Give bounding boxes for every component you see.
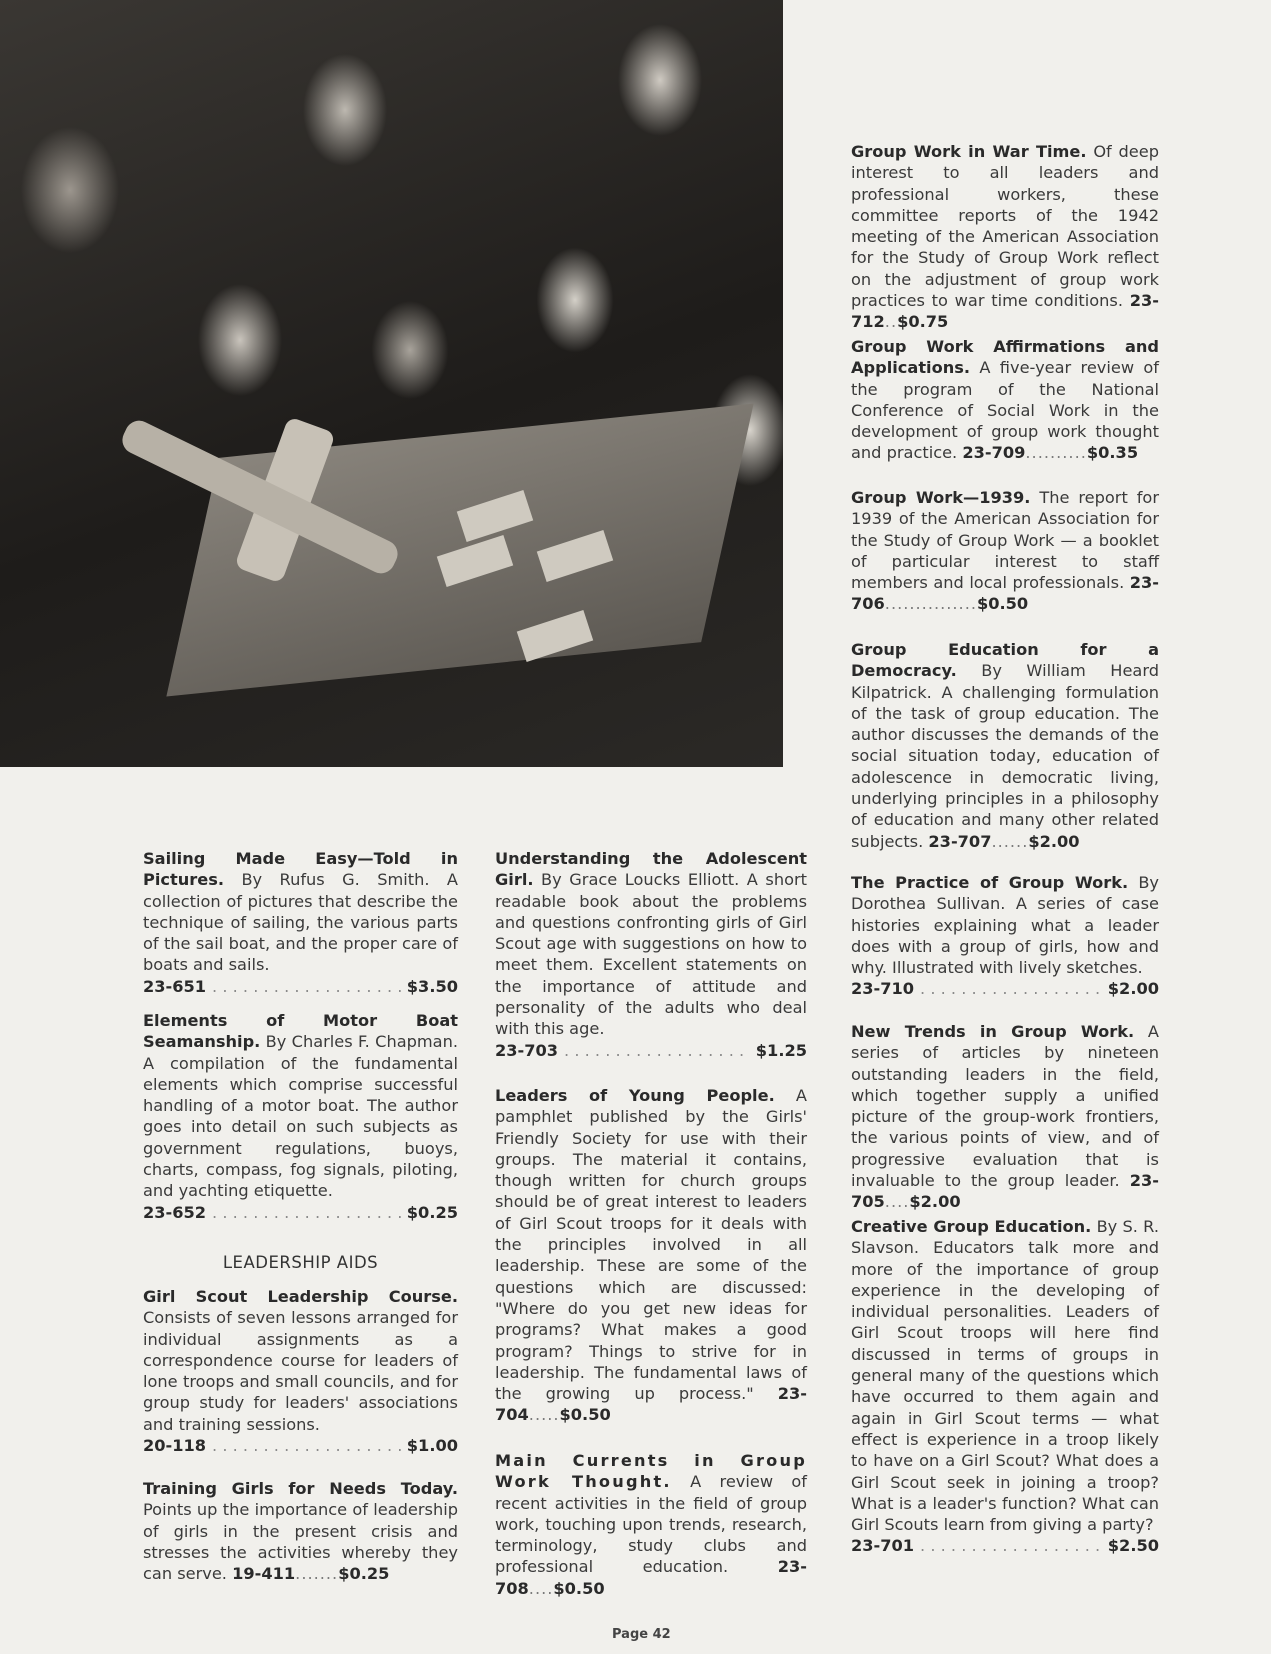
entry-code: 23-704 [495,1384,807,1425]
catalog-entry [495,1085,807,1426]
entry-body: A five-year review of the program of the National Conference of Social Work in the development of group work thought and practice. [851,358,1159,463]
entry-title: The Practice of Group Work. [851,873,1129,892]
entry-body: Of deep interest to all leaders and professional workers, these committee reports of the 1942 meeting of the American Association for the Study of Group Work reflect on the adjustment of group work practices to war time conditions. [851,142,1159,311]
photograph [0,0,783,767]
entry-code: 20-118 [143,1436,207,1456]
entry-title: Group Education for a Democracy. [851,640,1159,681]
entry-dots: ....... [295,1564,339,1584]
entry-body: The report for 1939 of the American Association for the Study of Group Work — a booklet of particular interest to staff members and local professionals. [851,488,1159,593]
catalog-entry [851,872,1159,1000]
catalog-entry [143,1010,458,1223]
entry-price: $0.50 [976,594,1029,614]
entry-dots: .......... [1025,443,1087,463]
entry-price-line [143,1435,458,1456]
entry-dots: .. [884,312,898,332]
entry-price-line [495,1040,807,1061]
entry-body: By Dorothea Sullivan. A series of case histories explaining what a leader does with a group of girls, how and why. Illustrated with lively sketches. [851,873,1159,978]
entry-code: 23-712 [851,291,1159,332]
entry-price: $0.75 [897,312,949,332]
entry-leader-dots [564,1040,750,1061]
entry-leader-dots [920,1535,1102,1556]
entry-dots: .... [528,1578,554,1598]
entry-price: $2.50 [1107,1536,1159,1556]
entry-price: $3.50 [406,976,458,996]
entry-price-line [851,978,1159,999]
entry-price: $0.25 [338,1564,390,1584]
entry-title: Group Work Affirmations and Applications. [851,337,1159,378]
entry-code: 23-705 [851,1171,1160,1212]
entry-price-line [143,976,458,997]
catalog-entry [495,1450,807,1599]
entry-price: $0.50 [559,1405,611,1425]
entry-price: $2.00 [1028,831,1080,851]
entry-leader-dots [920,978,1102,999]
entry-title: Sailing Made Easy—Told in Pictures. [143,849,458,890]
entry-body: By Charles F. Chapman. A compilation of the fundamental elements which comprise successful handling of a motor boat. The author goes into detail on such subjects as government regulations, buoys, charts, compass, fog signals, piloting, and yachting etiquette. [143,1032,458,1201]
entry-title: Group Work—1939. [851,488,1031,507]
entry-code: 23-710 [851,979,915,999]
entry-body: Points up the importance of leadership of girls in the present crisis and stresses the activities whereby they can serve. [143,1500,458,1584]
catalog-entry [851,1216,1159,1557]
catalog-entry [143,848,458,997]
entry-leader-dots [212,1435,401,1456]
entry-code: 23-708 [495,1557,807,1598]
entry-body: A pamphlet published by the Girls' Friendly Society for use with their groups. The material it contains, though written for church groups should be of great interest to leaders of Girl Scout troops for it deals with the principles involved in all leadership. These are some of the questions which are discussed: "Where do you get new ideas for programs? What makes a good program? Things to strive for in leadership. The fundamental laws of the growing up process." [495,1086,807,1404]
entry-body: A series of articles by nineteen outstanding leaders in the field, which together supply a unified picture of the group-work frontiers, the various points of view, and of progressive evaluation that is invaluable to the group leader. [851,1022,1159,1191]
entry-price-line [851,1535,1159,1556]
catalog-entry [851,1021,1159,1213]
entry-price: $0.25 [406,1202,458,1222]
entry-price: $2.00 [1107,979,1159,999]
entry-price: $1.00 [406,1436,458,1456]
entry-code: 23-651 [143,976,207,996]
entry-code: 23-701 [851,1536,915,1556]
entry-body: By Grace Loucks Elliott. A short readable book about the problems and questions confronting girls of Girl Scout age with suggestions on how to meet them. Excellent statements on the importance of attitude and personality of the adults who deal with this age. [495,870,807,1039]
entry-price: $1.25 [755,1040,807,1060]
page-number: Page 42 [612,1627,671,1642]
catalog-entry [851,336,1159,464]
entry-code: 23-706 [851,573,1159,614]
entry-code: 23-703 [495,1040,559,1060]
catalog-entry [851,639,1159,852]
entry-price: $0.35 [1086,443,1139,463]
catalog-entry [143,1478,458,1584]
catalog-entry [851,487,1159,615]
entry-leader-dots [212,976,401,997]
entry-leader-dots [212,1202,401,1223]
entry-price-line [143,1202,458,1223]
entry-title: Understanding the Adolescent Girl. [495,849,807,890]
entry-code: 23-652 [143,1202,207,1222]
entry-title: Creative Group Education. [851,1217,1092,1236]
entry-dots: .... [884,1192,910,1212]
entry-code: 19-411 [232,1564,296,1584]
entry-body: By Rufus G. Smith. A collection of pictures that describe the technique of sailing, the various parts of the sail boat, and the proper care of boats and sails. [143,870,458,975]
entry-code: 23-707 [928,831,992,851]
entry-dots: ..... [528,1405,560,1425]
entry-code: 23-709 [962,443,1026,463]
entry-dots: ...... [991,831,1029,851]
entry-dots: ............... [884,594,977,614]
entry-body: A review of recent activities in the field of group work, touching upon trends, research, terminology, study clubs and professional education. [495,1472,807,1577]
entry-title: Leaders of Young People. [495,1086,775,1105]
entry-title: Girl Scout Leadership Course. [143,1287,458,1306]
entry-title: Main Currents in Group Work Thought. [495,1451,807,1492]
entry-price: $0.50 [553,1578,605,1598]
entry-title: Training Girls for Needs Today. [143,1479,458,1498]
entry-title: New Trends in Group Work. [851,1022,1135,1041]
entry-body: By William Heard Kilpatrick. A challenging formulation of the task of group education. The author discusses the demands of the social situation today, education of adolescence in democratic living, underlying principles in a philosophy of education and many other related subjects. [851,661,1159,851]
entry-body: By S. R. Slavson. Educators talk more and more of the importance of group experience in the developing of individual personalities. Leaders of Girl Scout troops will here find discussed in terms of groups in general many of the questions which have occurred to them again and again in Girl Scout terms — what effect is experience in a troop likely to have on a Girl Scout? What does a Girl Scout seek in joining a troop? What is a leader's function? What can Girl Scouts learn from giving a party? [851,1217,1159,1535]
catalog-entry [495,848,807,1061]
entry-price: $2.00 [909,1192,961,1212]
entry-body: Consists of seven lessons arranged for individual assignments as a correspondence course for leaders of lone troops and small councils, and for group study for leaders' associations and training sessions. [143,1308,458,1434]
catalog-entry [143,1286,458,1456]
catalog-entry [851,141,1159,333]
entry-title: Group Work in War Time. [851,142,1087,161]
section-heading: LEADERSHIP AIDS [222,1253,379,1272]
entry-title: Elements of Motor Boat Seamanship. [143,1011,458,1052]
